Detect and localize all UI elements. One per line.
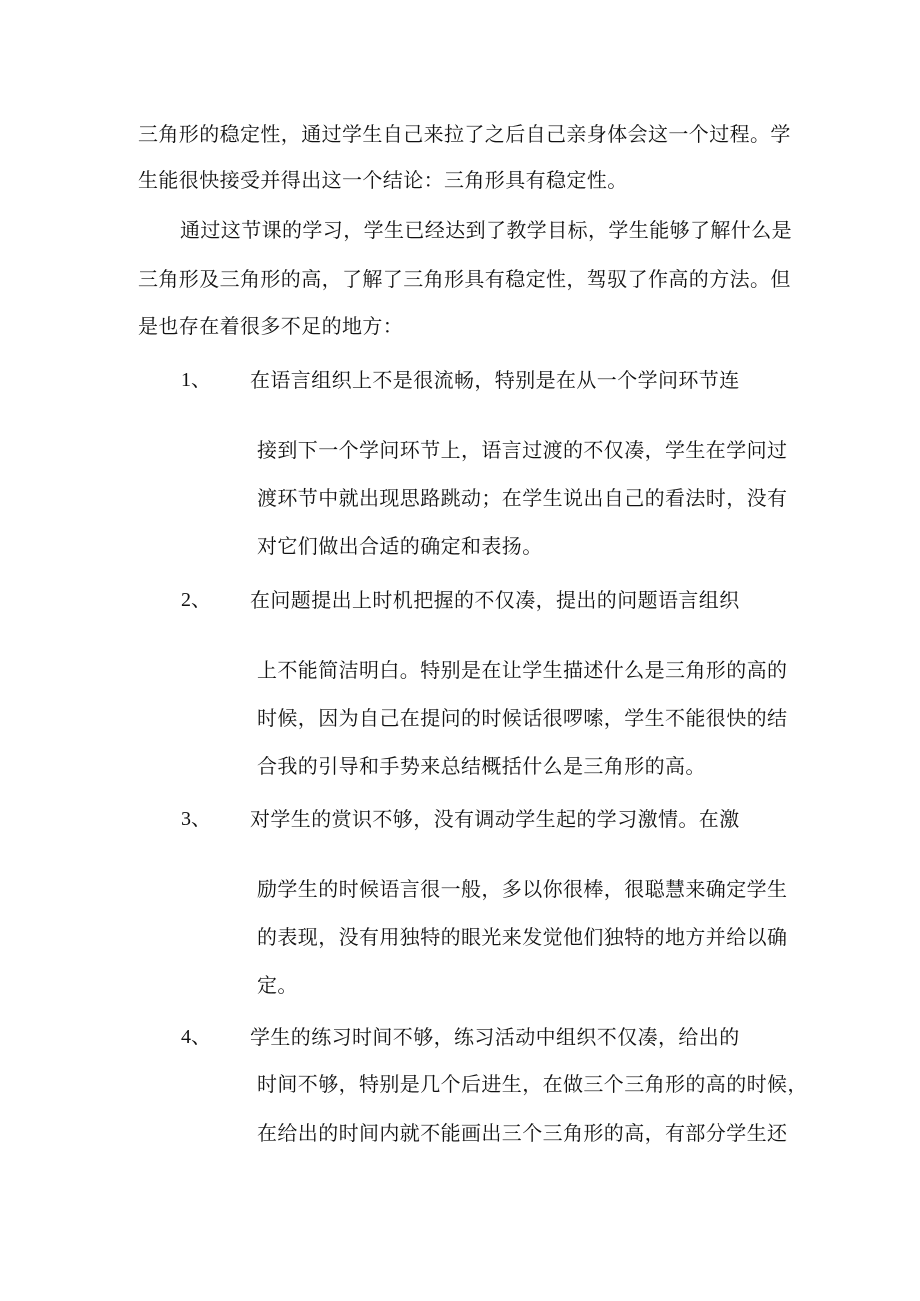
item-3-line-2: 励学生的时候语言很一般，多以你很棒，很聪慧来确定学生 — [257, 877, 788, 901]
item-4-number: 4、 — [181, 1026, 211, 1048]
item-3-number: 3、 — [181, 808, 211, 830]
item-3-line-3: 的表现，没有用独特的眼光来发觉他们独特的地方并给以确 — [257, 925, 788, 949]
item-2-number: 2、 — [181, 589, 211, 611]
summary-line-1: 通过这节课的学习，学生已经达到了教学目标，学生能够了解什么是 — [180, 218, 792, 242]
summary-line-3: 是也存在着很多不足的地方： — [138, 314, 404, 338]
item-2-first-line: 在问题提出上时机把握的不仅凑，提出的问题语言组织 — [250, 588, 740, 612]
item-1-line-4: 对它们做出合适的确定和表扬。 — [257, 534, 543, 558]
item-1-number: 1、 — [181, 369, 211, 391]
item-1-line-2: 接到下一个学问环节上，语言过渡的不仅凑，学生在学问过 — [257, 438, 788, 462]
item-2-line-3: 时候，因为自己在提问的时候话很啰嗦，学生不能很快的结 — [257, 706, 788, 730]
item-3-line-4: 定。 — [257, 973, 298, 997]
item-4-line-3: 在给出的时间内就不能画出三个三角形的高，有部分学生还 — [257, 1121, 788, 1145]
item-4-line-2: 时间不够，特别是几个后进生，在做三个三角形的高的时候， — [257, 1072, 808, 1096]
summary-line-2: 三角形及三角形的高，了解了三角形具有稳定性，驾驭了作高的方法。但 — [138, 267, 791, 291]
item-2-line-2: 上不能简洁明白。特别是在让学生描述什么是三角形的高的 — [257, 658, 788, 682]
item-3-first-line: 对学生的赏识不够，没有调动学生起的学习激情。在激 — [250, 807, 740, 831]
item-4-first-line: 学生的练习时间不够，练习活动中组织不仅凑，给出的 — [250, 1025, 740, 1049]
item-1-first-line: 在语言组织上不是很流畅，特别是在从一个学问环节连 — [250, 368, 740, 392]
item-2-line-4: 合我的引导和手势来总结概括什么是三角形的高。 — [257, 754, 706, 778]
intro-line-1: 三角形的稳定性，通过学生自己来拉了之后自己亲身体会这一个过程。学 — [138, 122, 791, 146]
item-1-line-3: 渡环节中就出现思路跳动；在学生说出自己的看法时，没有 — [257, 486, 788, 510]
intro-line-2: 生能很快接受并得出这一个结论：三角形具有稳定性。 — [138, 168, 628, 192]
